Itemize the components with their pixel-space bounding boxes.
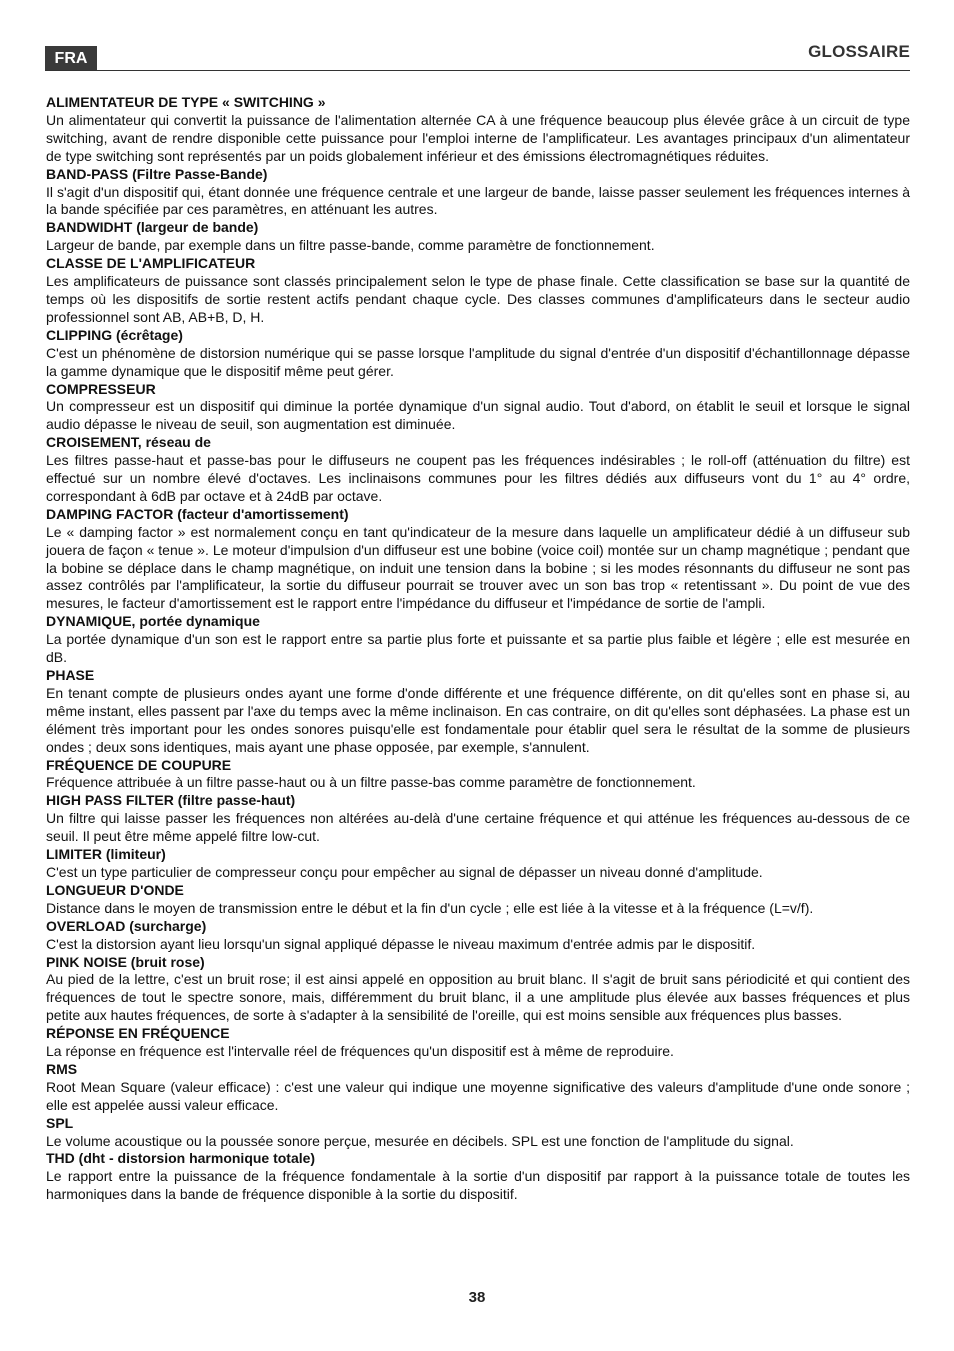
glossary-definition: Fréquence attribuée à un filtre passe-haut ou à un filtre passe-bas comme paramètre de fonctionnement. (46, 774, 696, 791)
glossary-term: LIMITER (limiteur) (46, 846, 166, 863)
glossary-entry (46, 434, 910, 506)
glossary-term: FRÉQUENCE DE COUPURE (46, 756, 232, 773)
glossary-definition: Largeur de bande, par exemple dans un filtre passe-bande, comme paramètre de fonctionnement. (46, 237, 655, 254)
section-title: GLOSSAIRE (808, 42, 910, 61)
glossary-term: BANDWIDHT (largeur de bande) (46, 219, 259, 236)
glossary-term: CROISEMENT, réseau de (46, 434, 211, 451)
glossary-definition: Un alimentateur qui convertit la puissance de l'alimentation alternée CA à une fréquence beaucoup plus élevée grâce à un circuit de type switching, avant de rendre disponible cette puissance pour l'emploi interne de l'amplificateur. Les avantages principaux d'un alimentateur de type switching sont représentés par un poids globalement inférieur et des émissions électromagnétiques réduites. (46, 111, 910, 164)
glossary-term: RÉPONSE EN FRÉQUENCE (46, 1025, 230, 1042)
glossary-term: HIGH PASS FILTER (filtre passe-haut) (46, 792, 296, 809)
glossary-term: THD (dht - distorsion harmonique totale) (46, 1150, 316, 1167)
glossary-term: COMPRESSEUR (46, 380, 156, 397)
language-tag: FRA (45, 46, 97, 71)
glossary-definition: La réponse en fréquence est l'intervalle réel de fréquences qu'un dispositif est à même de reproduire. (46, 1043, 674, 1060)
glossary-definition: Distance dans le moyen de transmission entre le début et la fin d'un cycle ; elle est liée à la vitesse et à la fréquence (L=v/f). (46, 899, 814, 916)
glossary-entry (46, 757, 910, 793)
glossary-term: BAND-PASS (Filtre Passe-Bande) (46, 165, 268, 182)
glossary-entry (46, 846, 910, 882)
glossary-term: CLASSE DE L'AMPLIFICATEUR (46, 255, 256, 272)
glossary-entry (46, 381, 910, 435)
glossary-definition: Les amplificateurs de puissance sont classés principalement selon le type de phase finale. Cette classification se base sur la quantité de temps où les dispositifs de sortie restent actifs pendant chaque cycle. Des classes communes d'amplificateurs dans le secteur audio professionnel sont AB, AB+B, D, H. (46, 273, 910, 325)
glossary-entry (46, 918, 910, 954)
glossary-term: DYNAMIQUE, portée dynamique (46, 613, 260, 630)
glossary-definition: Les filtres passe-haut et passe-bas pour le diffuseurs ne coupent pas les fréquences indésirables ; le roll-off (atténuation du filtre) est effectué sur un nombre élevé d'octaves. Les inclinaisons communes pour les filtres dédiés aux diffuseurs vont du 1° au 4° ordre, correspondant à 6dB par octave et à 24dB par octave. (46, 452, 910, 504)
glossary-definition: C'est un phénomène de distorsion numérique qui se passe lorsque l'amplitude du signal d'entrée d'un dispositif d'échantillonnage dépasse la gamme dynamique que le dispositif même peut gérer. (46, 344, 910, 379)
glossary-definition: Root Mean Square (valeur efficace) : c'est une valeur qui indique une moyenne significative des valeurs d'amplitude d'une onde sonore ; elle est appelée aussi valeur efficace. (46, 1078, 910, 1113)
glossary-entry (46, 255, 910, 327)
glossary-definition: Le volume acoustique ou la poussée sonore perçue, mesurée en décibels. SPL est une fonction de l'amplitude du signal. (46, 1132, 794, 1149)
glossary-term: PINK NOISE (bruit rose) (46, 953, 205, 970)
glossary-entry (46, 1150, 910, 1204)
glossary-definition: C'est un type particulier de compresseur conçu pour empêcher au signal de dépasser un niveau donné d'amplitude. (46, 863, 763, 880)
glossary-entry (46, 166, 910, 220)
glossary-entry (46, 1025, 910, 1061)
glossary-term: RMS (46, 1060, 78, 1077)
page-number: 38 (468, 1289, 486, 1306)
glossary-definition: Il s'agit d'un dispositif qui, étant donnée une fréquence centrale et une largeur de bande, laisse passer seulement les fréquences internes à la bande spécifiée par ces paramètres, en atténuant les autres. (46, 183, 910, 218)
glossary-entry (46, 882, 910, 918)
glossary-entry (46, 327, 910, 381)
glossary-definition: En tenant compte de plusieurs ondes ayant une forme d'onde différente et une fréquence différente, on dit qu'elles sont en phase si, au même instant, elles passent par l'axe du temps avec la même inclinaison. En cas contraire, on dit qu'elles sont déphasées. La phase est un élément très important pour les ondes sonores puisqu'elle est fondamentale pour établir quel sera le résultat de la somme de plusieurs ondes ; deux sons identiques, mais ayant une phase opposée, par exemple, s'annulent. (46, 684, 910, 755)
glossary-entry (46, 954, 910, 1026)
glossary-term: LONGUEUR D'ONDE (46, 881, 184, 898)
header-divider (45, 70, 910, 71)
glossary-entry (46, 219, 910, 255)
glossary-entry (46, 1061, 910, 1115)
glossary-entry (46, 506, 910, 613)
glossary-definition: C'est la distorsion ayant lieu lorsqu'un signal appliqué dépasse le niveau maximum d'entrée admis par le dispositif. (46, 935, 756, 952)
glossary-entry (46, 792, 910, 846)
glossary-term: CLIPPING (écrêtage) (46, 326, 183, 343)
glossary-entry (46, 94, 910, 166)
glossary-entry (46, 1115, 910, 1151)
glossary-definition: Le rapport entre la puissance de la fréquence fondamentale à la sortie d'un dispositif par rapport à la puissance totale de toutes les harmoniques dans la bande de fréquence disponible à la sortie du dispositif. (46, 1168, 910, 1203)
glossary-definition: La portée dynamique d'un son est le rapport entre sa partie plus forte et puissante et sa partie plus faible et légère ; elle est mesurée en dB. (46, 631, 910, 666)
glossary-term: PHASE (46, 667, 95, 683)
glossary-definition: Un filtre qui laisse passer les fréquences non altérées au-delà d'une certaine fréquence et qui atténue les fréquences au-dessous de ce seuil. Il peut être même appelé filtre low-cut. (46, 810, 910, 845)
glossary-entry (46, 613, 910, 667)
glossary-entry (46, 667, 910, 757)
glossary-term: OVERLOAD (surcharge) (46, 917, 207, 934)
glossary-list (46, 94, 910, 1204)
glossary-definition: Un compresseur est un dispositif qui diminue la portée dynamique d'un signal audio. Tout d'abord, on établit le seuil et lorsque le signal audio dépasse le niveau de seuil, son augmentation est diminuée. (46, 398, 910, 433)
glossary-term: DAMPING FACTOR (facteur d'amortissement) (46, 505, 349, 522)
glossary-term: ALIMENTATEUR DE TYPE « SWITCHING » (46, 94, 326, 110)
glossary-definition: Le « damping factor » est normalement conçu en tant qu'indicateur de la mesure dans laquelle un amplificateur dédié à un diffuseur sub jouera de façon « tenue ». Le moteur d'impulsion d'un diffuseur est une bobine (voice coil) montée sur un champ magnétique ; pendant que la bobine se déplace dans le champ magnétique, on induit une tension dans la bobine ; si les modes résonnants du diffuseur ne sont pas assez contrôlés par l'amplificateur, la sortie du diffuseur pourrait se trouver avec un son bas trop « retentissant ». Du point de vue des mesures, le facteur d'amortissement est le rapport entre l'impédance du diffuseur et l'impédance de sortie de l'ampli. (46, 523, 910, 612)
glossary-term: SPL (46, 1114, 74, 1131)
glossary-definition: Au pied de la lettre, c'est un bruit rose; il est ainsi appelé en opposition au bruit blanc. Il s'agit de bruit sans périodicité et qui contient des fréquences de tout le spectre sonore, mais, différemment du bruit blanc, il a une amplitude plus élevée aux basses fréquences et plus petite aux hautes fréquences, de sorte à s'adapter à la sensibilité de l'oreille, qui est moins sensible aux fréquences plus basses. (46, 971, 910, 1024)
